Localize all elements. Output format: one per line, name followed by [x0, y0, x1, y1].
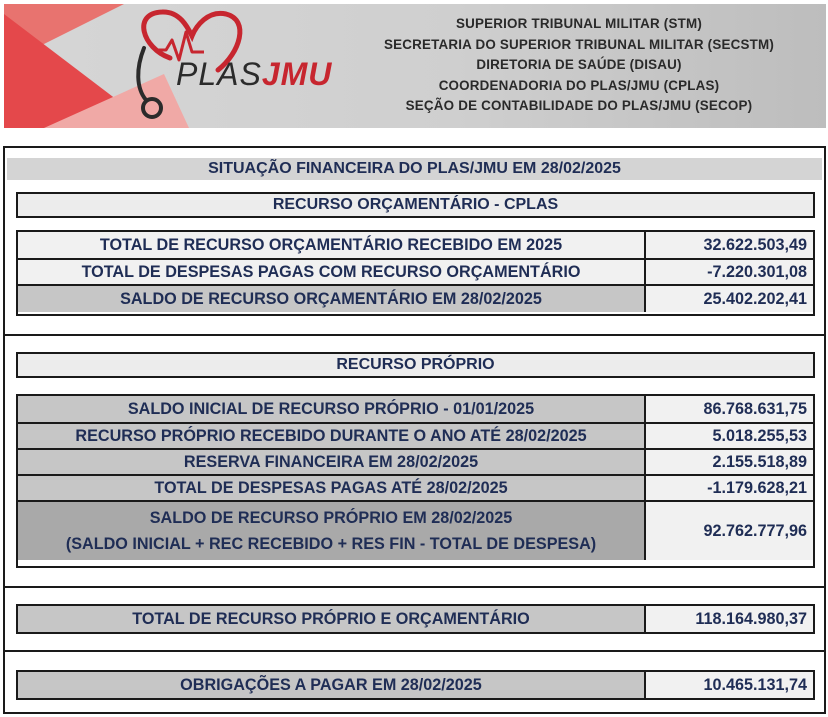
row-value: 32.622.503,49	[703, 235, 807, 254]
obrigacoes-table	[16, 670, 815, 700]
table-row	[18, 474, 813, 500]
table-row-saldo	[18, 284, 813, 312]
table-row	[18, 258, 813, 284]
org-line-secstm: SECRETARIA DO SUPERIOR TRIBUNAL MILITAR (SECSTM)	[384, 36, 774, 52]
section-heading-proprio: RECURSO PRÓPRIO	[16, 352, 815, 378]
saldo-label-line2: (SALDO INICIAL + REC RECEBIDO + RES FIN - TOTAL DE DESPESA)	[65, 535, 597, 553]
row-label: RECURSO PRÓPRIO RECEBIDO DURANTE O ANO ATÉ 28/02/2025	[18, 424, 646, 448]
row-label: TOTAL DE DESPESAS PAGAS ATÉ 28/02/2025	[18, 476, 646, 500]
row-value: 10.465.131,74	[646, 672, 813, 698]
row-value: 118.164.980,37	[646, 606, 813, 632]
row-label: TOTAL DE RECURSO ORÇAMENTÁRIO RECEBIDO EM 2025	[18, 232, 646, 258]
logo-wordmark-jmu: JMU	[261, 56, 333, 92]
row-label: RESERVA FINANCEIRA EM 28/02/2025	[18, 450, 646, 474]
total-table	[16, 604, 815, 634]
table-row	[18, 232, 813, 258]
section-divider	[5, 650, 824, 652]
org-line-disau: DIRETORIA DE SAÚDE (DISAU)	[476, 57, 682, 73]
section-heading-orcamentario: RECURSO ORÇAMENTÁRIO - CPLAS	[16, 192, 815, 218]
logo-wordmark-plas: PLAS	[176, 56, 262, 92]
row-value: 86.768.631,75	[646, 396, 813, 422]
proprio-table	[16, 394, 815, 568]
table-row	[18, 396, 813, 422]
row-value: 92.762.777,96	[646, 502, 813, 560]
saldo-label-line1: SALDO DE RECURSO PRÓPRIO EM 28/02/2025	[149, 509, 513, 527]
financial-report	[3, 146, 826, 714]
row-value: -1.179.628,21	[646, 476, 813, 500]
row-label: TOTAL DE RECURSO PRÓPRIO E ORÇAMENTÁRIO	[18, 606, 646, 632]
table-row-obrigacoes	[18, 672, 813, 698]
report-title: SITUAÇÃO FINANCEIRA DO PLAS/JMU EM 28/02/2025	[7, 158, 822, 180]
table-row-saldo-proprio	[18, 500, 813, 560]
row-label: SALDO DE RECURSO ORÇAMENTÁRIO EM 28/02/2025	[18, 286, 646, 312]
row-value: 5.018.255,53	[646, 424, 813, 448]
table-row	[18, 422, 813, 448]
row-label: SALDO INICIAL DE RECURSO PRÓPRIO - 01/01/2025	[18, 396, 646, 422]
header-banner	[4, 4, 826, 128]
organization-hierarchy	[334, 14, 824, 117]
logo-wordmark	[176, 56, 332, 93]
org-line-stm: SUPERIOR TRIBUNAL MILITAR (STM)	[456, 16, 702, 31]
section-divider	[5, 586, 824, 588]
org-line-secop: SEÇÃO DE CONTABILIDADE DO PLAS/JMU (SECOP)	[405, 98, 753, 114]
row-value: 25.402.202,41	[646, 286, 813, 312]
row-value: 2.155.518,89	[646, 450, 813, 474]
row-label	[18, 502, 646, 560]
org-line-cplas: COORDENADORIA DO PLAS/JMU (CPLAS)	[438, 77, 720, 93]
section-divider	[5, 334, 824, 336]
orcamentario-table	[16, 230, 815, 316]
row-value: -7.220.301,08	[707, 262, 807, 281]
row-label: OBRIGAÇÕES A PAGAR EM 28/02/2025	[18, 672, 646, 698]
table-row-total	[18, 606, 813, 632]
table-row	[18, 448, 813, 474]
row-label: TOTAL DE DESPESAS PAGAS COM RECURSO ORÇAMENTÁRIO	[18, 260, 646, 284]
